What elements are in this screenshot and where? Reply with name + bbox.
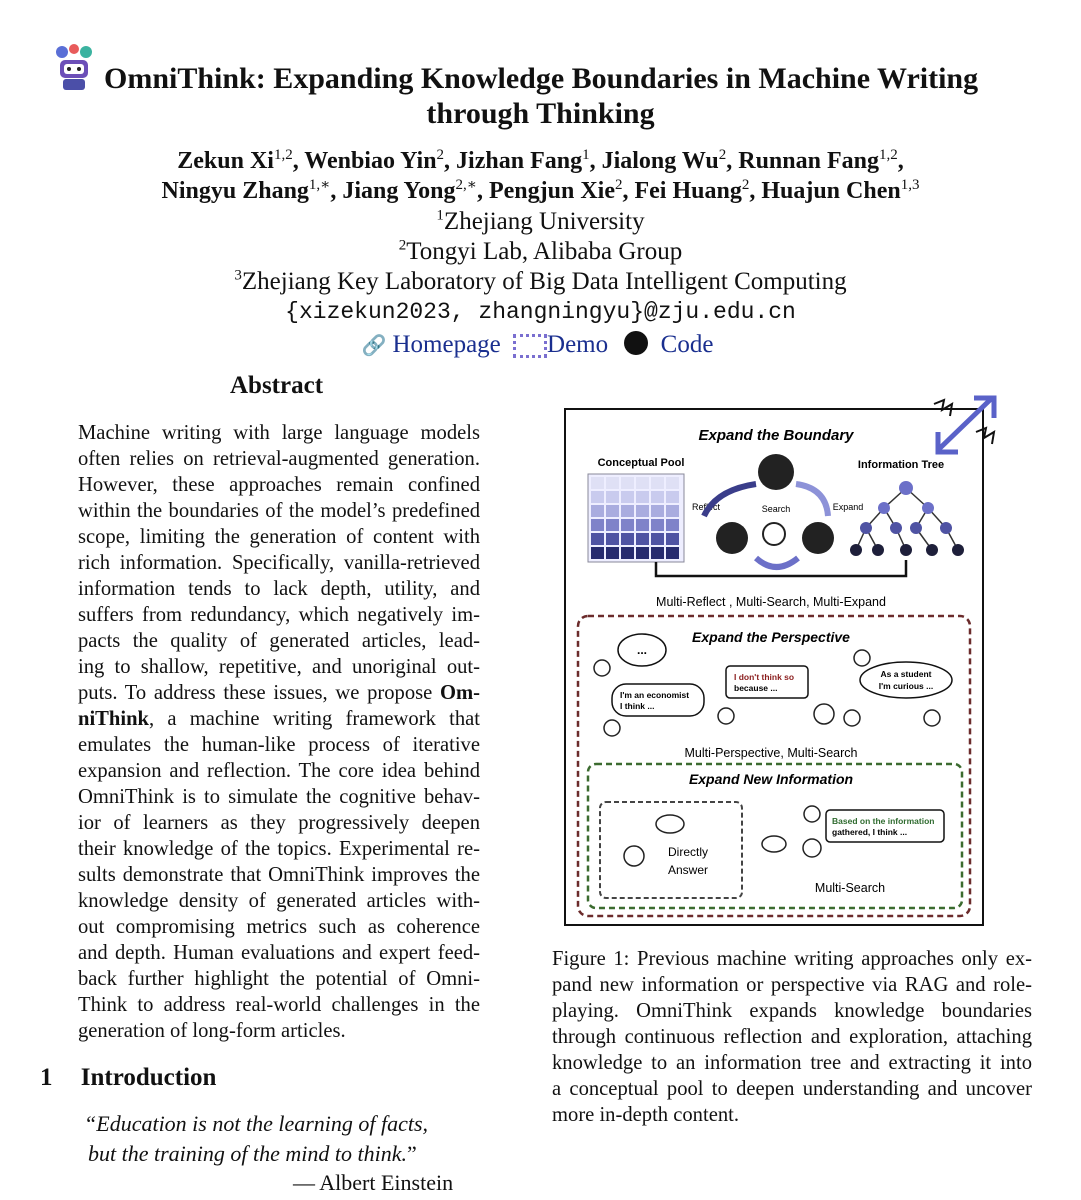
abstract-line: However, these approaches remain confined	[78, 474, 480, 496]
author-name: Zekun Xi	[177, 148, 274, 174]
abstract-line: Machine writing with large language models	[78, 422, 480, 444]
expand-arrows-icon	[930, 392, 1000, 458]
links-row	[0, 331, 1081, 359]
fig-expand-boundary: Expand the Boundary	[698, 427, 854, 444]
abstract-body	[78, 420, 480, 1044]
authors-row-2: Ningyu Zhang$^{1,∗}$, Jiang Yong$^{2,∗}$, Pengjun Xie$^2$, Fei Huang$^2$, Huajun Chen$^{1,3}$	[161, 177, 920, 204]
author-affiliation-marker: 2	[741, 177, 750, 193]
fig-conceptual-pool: Conceptual Pool	[597, 457, 685, 469]
github-icon	[624, 331, 648, 355]
affiliation-1: $^1$Zhejiang University	[436, 207, 645, 235]
abstract-line: pacts the quality of generated articles, lead-	[78, 630, 480, 652]
abstract-line: OmniThink is to simulate the cognitive behav-	[78, 786, 480, 808]
author-name: Jialong Wu	[601, 148, 719, 174]
fig-multi-line2: Multi-Perspective, Multi-Search	[684, 746, 858, 760]
author-affiliation-marker: 1	[582, 147, 590, 163]
abstract-line: information tends to lack depth, utility, and	[78, 578, 480, 600]
quote-line1: “Education is not the learning of facts,	[84, 1111, 429, 1136]
svg-text:Answer: Answer	[667, 863, 709, 877]
caption-line: through continuous reflection and exploration, attaching	[552, 1026, 1032, 1048]
abstract-line: within the boundaries of the model’s predefined	[78, 500, 480, 522]
email: {xizekun2023, zhangningyu}@zju.edu.cn	[285, 299, 796, 325]
abstract-line: ior of learners as they progressively deepen	[78, 812, 480, 834]
abstract-line: scope, limiting the generation of content with	[78, 526, 480, 548]
author-name: Runnan Fang	[738, 148, 879, 174]
author-name: Wenbiao Yin	[304, 148, 437, 174]
abstract-line: back further highlight the potential of Omni-	[78, 968, 480, 990]
abstract-line: and depth. Human evaluations and expert feed-	[78, 942, 480, 964]
abstract-line: often relies on retrieval-augmented generation.	[78, 448, 480, 470]
svg-text:I'm curious ...: I'm curious ...	[878, 681, 934, 691]
abstract-line: Think to address real-world challenges in the	[78, 994, 480, 1016]
quote-line2: but the training of the mind to think.”	[88, 1141, 417, 1166]
information-tree-icon	[850, 481, 964, 556]
section-number: 1	[40, 1064, 53, 1091]
caption-line: more in-depth content.	[552, 1104, 740, 1126]
affiliation-2: $^2$Tongyi Lab, Alibaba Group	[398, 237, 683, 265]
svg-text:I think ...: I think ...	[620, 701, 655, 711]
caption-line: a conceptual pool to deepen understanding and uncover	[552, 1078, 1032, 1100]
conceptual-pool-grid	[588, 474, 684, 562]
authors-row-1: Zekun Xi$^{1,2}$, Wenbiao Yin$^2$, Jizhan Fang$^1$, Jialong Wu$^2$, Runnan Fang$^{1,2}$,	[177, 147, 904, 174]
caption-line: Figure 1: Previous machine writing approaches only ex-	[552, 948, 1032, 970]
author-name: Huajun Chen	[761, 178, 901, 204]
abstract-line: knowledge density of generated articles with-	[78, 890, 480, 912]
abstract-line: emulates the human-like process of iterative	[78, 734, 480, 756]
fig-multi-line1: Multi-Reflect , Multi-Search, Multi-Expand	[656, 595, 886, 609]
svg-text:because ...: because ...	[734, 683, 778, 693]
svg-text:Based on the information: Based on the information	[832, 816, 935, 826]
author-affiliation-marker: 1,2	[273, 147, 293, 163]
section-title: Introduction	[80, 1064, 217, 1091]
author-affiliation-marker: 1,2	[878, 147, 898, 163]
abstract-line: rich information. Specifically, vanilla-retrieved	[78, 552, 480, 574]
author-name: Fei Huang	[634, 178, 742, 204]
author-affiliation-marker: 2,∗	[455, 177, 477, 193]
abstract-line: niThink, a machine writing framework that	[78, 708, 480, 730]
author-affiliation-marker: 2	[436, 147, 445, 163]
author-affiliation-marker: 2	[614, 177, 623, 193]
paper-title-line2: through Thinking	[426, 97, 655, 130]
fig-reflect: Reflect	[691, 502, 721, 512]
homepage-link[interactable]: Homepage	[392, 331, 501, 358]
fig-multi-search: Multi-Search	[814, 881, 886, 895]
quote-author: — Albert Einstein	[293, 1170, 454, 1195]
author-name: Jiang Yong	[342, 178, 456, 204]
abstract-line: ing to shallow, repetitive, and unoriginal out-	[78, 656, 480, 678]
robot-logo-icon	[52, 44, 96, 92]
link-icon: 🔗	[361, 335, 387, 357]
paper-title-line1: OmniThink: Expanding Knowledge Boundaries in Machine Writing	[104, 62, 979, 95]
fig-expand-perspective: Expand the Perspective	[692, 629, 850, 645]
demo-link[interactable]: Demo	[547, 331, 609, 358]
fig-dots: ...	[636, 643, 648, 657]
author-name: Pengjun Xie	[488, 178, 615, 204]
affiliation-3: $^3$Zhejiang Key Laboratory of Big Data Intelligent Computing	[234, 267, 847, 295]
author-affiliation-marker: 2	[718, 147, 727, 163]
svg-text:I'm an economist: I'm an economist	[620, 690, 690, 700]
abstract-line: suffers from redundancy, which negatively im-	[78, 604, 480, 626]
demo-icon	[513, 334, 547, 358]
svg-text:I don't think so: I don't think so	[734, 672, 795, 682]
caption-line: playing. OmniThink expands knowledge boundaries	[552, 1000, 1032, 1022]
abstract-line: sults demonstrate that OmniThink improves the	[78, 864, 480, 886]
abstract-heading: Abstract	[230, 372, 324, 399]
author-name: Ningyu Zhang	[161, 178, 309, 204]
fig-search: Search	[761, 504, 791, 514]
author-affiliation-marker: 1,∗	[308, 177, 331, 193]
svg-text:gathered, I think ...: gathered, I think ...	[832, 827, 908, 837]
abstract-line: expansion and reflection. The core idea behind	[78, 760, 480, 782]
intro-heading	[40, 1064, 216, 1092]
code-link[interactable]: Code	[660, 331, 714, 358]
abstract-line: their knowledge of the topics. Experimental re-	[78, 838, 480, 860]
svg-text:Directly: Directly	[667, 845, 709, 859]
caption-line: knowledge to an information tree and extracting it into	[552, 1052, 1032, 1074]
figure-caption	[552, 946, 1032, 1128]
author-affiliation-marker: 1,3	[900, 177, 920, 193]
author-name: Jizhan Fang	[456, 148, 583, 174]
fig-expand: Expand	[832, 502, 864, 512]
figure-1	[564, 408, 984, 926]
abstract-line: out compromising metrics such as coherence	[78, 916, 480, 938]
fig-information-tree: Information Tree	[857, 459, 945, 471]
abstract-line: puts. To address these issues, we propose Om-	[78, 682, 480, 704]
fig-expand-new: Expand New Information	[688, 771, 854, 787]
svg-text:As a student: As a student	[880, 669, 932, 679]
caption-line: pand new information or perspective via RAG and role-	[552, 974, 1032, 996]
abstract-line: generation of long-form articles.	[78, 1020, 346, 1042]
